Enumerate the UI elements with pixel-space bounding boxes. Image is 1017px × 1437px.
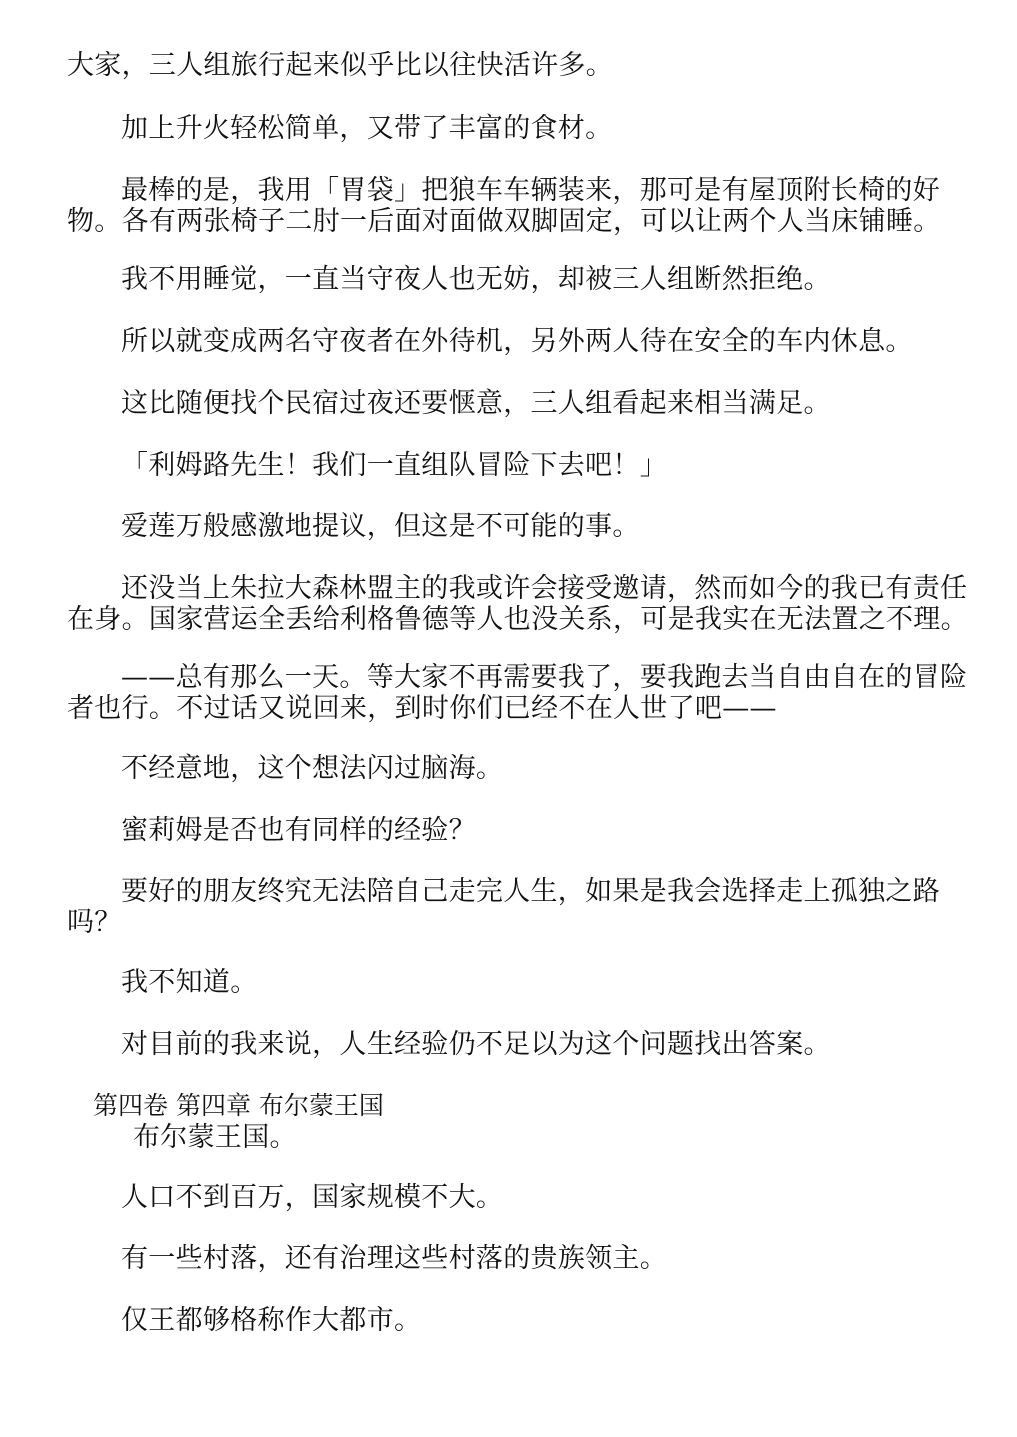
- paragraph-line: 蜜莉姆是否也有同样的经验？: [121, 815, 476, 846]
- paragraph-line: 布尔蒙王国。: [133, 1122, 297, 1153]
- paragraph-line: 最棒的是，我用「胃袋」把狼车车辆装来，那可是有屋顶附长椅的好: [121, 175, 940, 206]
- paragraph-line: 我不用睡觉，一直当守夜人也无妨，却被三人组断然拒绝。: [121, 264, 831, 295]
- paragraph-line: 有一些村落，还有治理这些村落的贵族领主。: [121, 1243, 667, 1274]
- paragraph-line: 对目前的我来说，人生经验仍不足以为这个问题找出答案。: [121, 1029, 831, 1060]
- paragraph-line: 仅王都够格称作大都市。: [121, 1305, 422, 1336]
- paragraph-line: 爱莲万般感激地提议，但这是不可能的事。: [121, 511, 640, 542]
- paragraph-line: 我不知道。: [121, 967, 258, 998]
- chapter-heading: 第四卷 第四章 布尔蒙王国: [93, 1091, 384, 1120]
- paragraph-line: 人口不到百万，国家规模不大。: [121, 1182, 504, 1213]
- paragraph-line: 还没当上朱拉大森林盟主的我或许会接受邀请，然而如今的我已有责任: [121, 573, 968, 604]
- paragraph-line: 物。各有两张椅子二肘一后面对面做双脚固定，可以让两个人当床铺睡。: [67, 206, 941, 237]
- paragraph-line: 加上升火轻松简单，又带了丰富的食材。: [121, 113, 613, 144]
- paragraph-line: 大家，三人组旅行起来似乎比以往快活许多。: [67, 50, 613, 81]
- paragraph-line: 吗？: [67, 907, 122, 938]
- paragraph-line: ——总有那么一天。等大家不再需要我了，要我跑去当自由自在的冒险: [121, 662, 968, 693]
- paragraph-line: 在身。国家营运全丢给利格鲁德等人也没关系，可是我实在无法置之不理。: [67, 604, 968, 635]
- paragraph-line: 不经意地，这个想法闪过脑海。: [121, 753, 504, 784]
- dialogue-line: 「利姆路先生！我们一直组队冒险下去吧！」: [121, 450, 667, 481]
- paragraph-line: 所以就变成两名守夜者在外待机，另外两人待在安全的车内休息。: [121, 326, 913, 357]
- paragraph-line: 要好的朋友终究无法陪自己走完人生，如果是我会选择走上孤独之路: [121, 876, 940, 907]
- paragraph-line: 这比随便找个民宿过夜还要惬意，三人组看起来相当满足。: [121, 388, 831, 419]
- paragraph-line: 者也行。不过话又说回来，到时你们已经不在人世了吧——: [67, 693, 777, 724]
